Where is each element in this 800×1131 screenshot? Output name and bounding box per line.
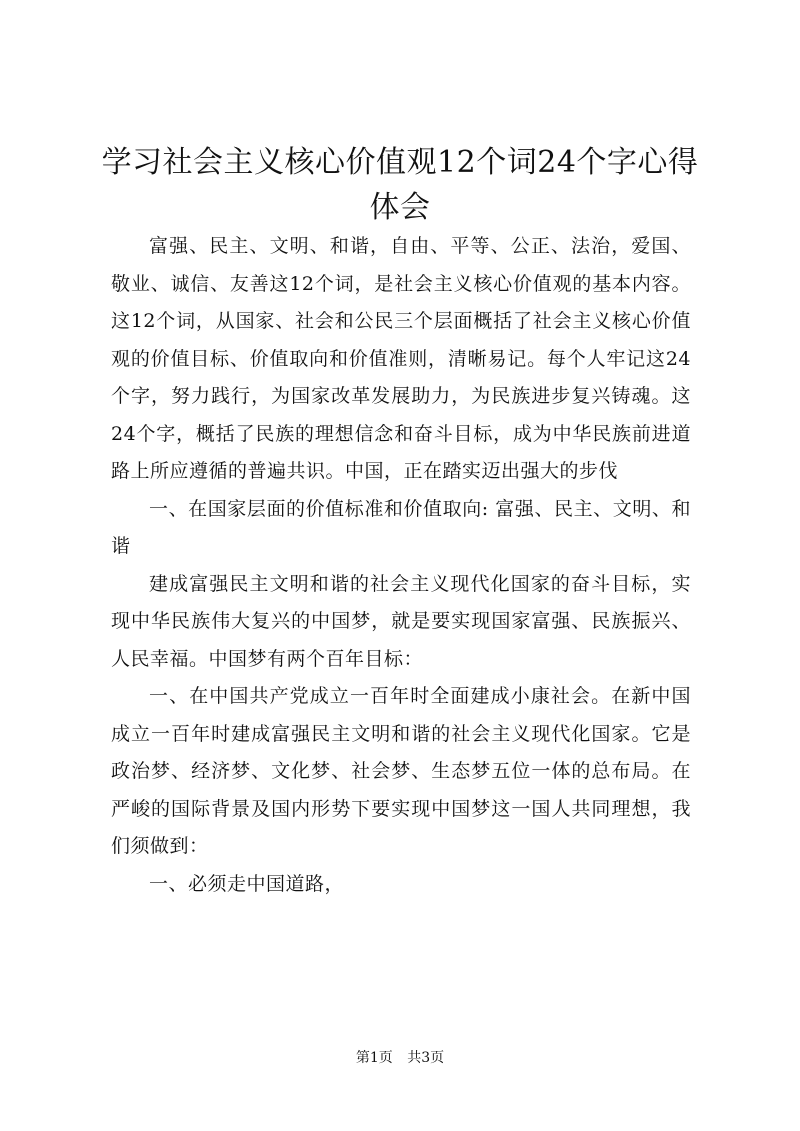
document-body: [111, 228, 691, 903]
document-title: 学习社会主义核心价值观12个词24个字心得体会: [101, 145, 699, 225]
page-total: 共3页: [407, 1050, 445, 1066]
page-footer: [0, 1048, 800, 1068]
paragraph-chinese-road: 一、必须走中国道路，: [149, 872, 345, 895]
paragraph-chinese-dream: 建成富强民主文明和谐的社会主义现代化国家的奋斗目标，实现中华民族伟大复兴的中国梦，就是要实现国家富强、民族振兴、人民幸福。中国梦有两个百年目标：: [111, 572, 691, 670]
page-number: 第1页: [355, 1050, 393, 1066]
paragraph-national-level-heading: 一、在国家层面的价值标准和价值取向: 富强、民主、文明、和谐: [111, 497, 691, 557]
paragraph-centenary-goals: 一、在中国共产党成立一百年时全面建成小康社会。在新中国成立一百年时建成富强民主文明和谐的社会主义现代化国家。它是政治梦、经济梦、文化梦、社会梦、生态梦五位一体的总布局。在严峻的国际背景及国内形势下要实现中国梦这一国人共同理想，我们须做到：: [111, 685, 691, 857]
paragraph-intro: 富强、民主、文明、和谐，自由、平等、公正、法治，爱国、敬业、诚信、友善这12个词，是社会主义核心价值观的基本内容。这12个词，从国家、社会和公民三个层面概括了社会主义核心价值观的价值目标、价值取向和价值准则，清晰易记。每个人牢记这24个字，努力践行，为国家改革发展助力，为民族进步复兴铸魂。这24个字，概括了民族的理想信念和奋斗目标，成为中华民族前进道路上所应遵循的普遍共识。中国，正在踏实迈出强大的步伐: [111, 235, 691, 482]
